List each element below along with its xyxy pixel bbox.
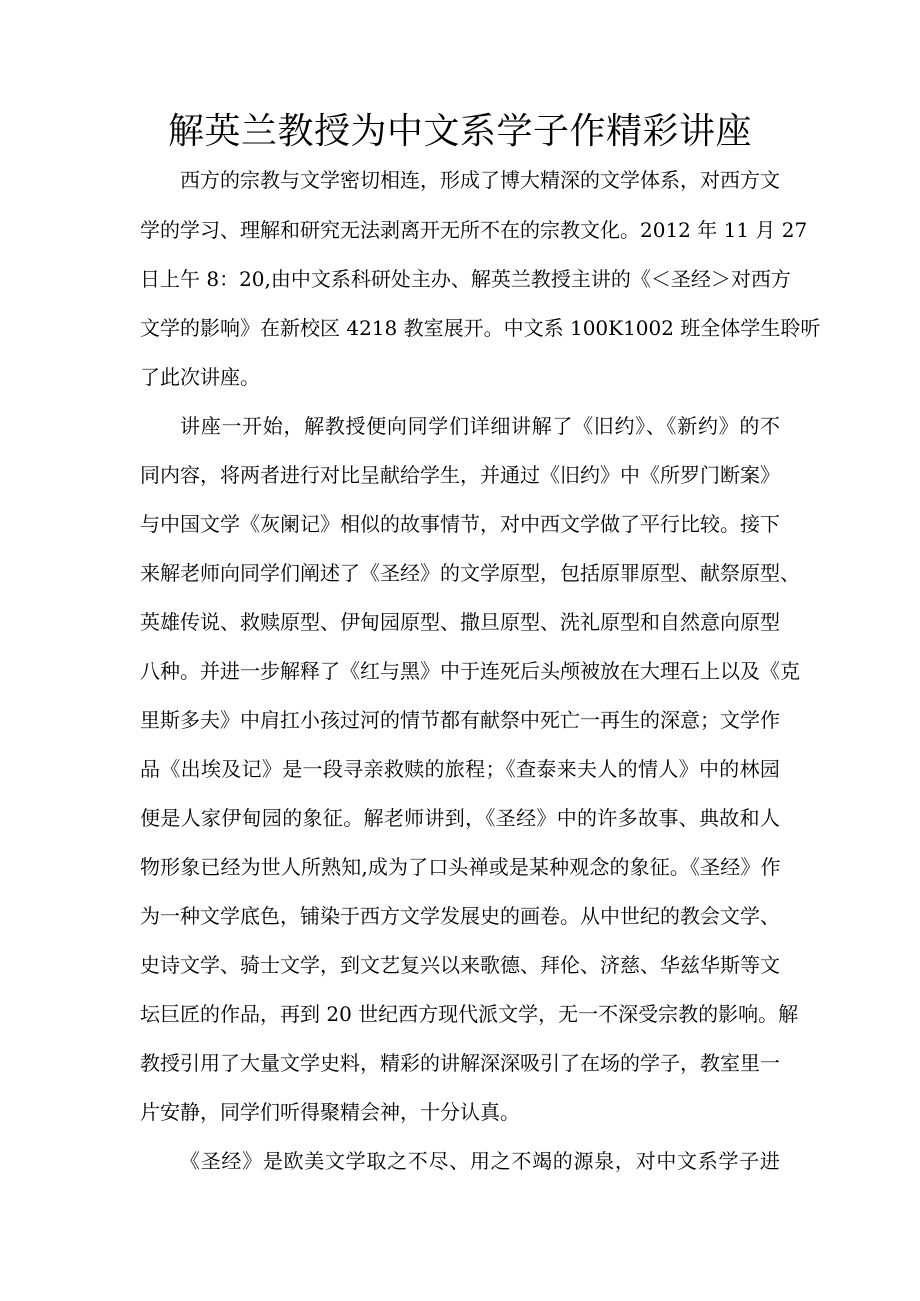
- paragraph-2-line-2: 同内容，将两者进行对比呈献给学生，并通过《旧约》中《所罗门断案》: [140, 463, 780, 487]
- paragraph-2-line-5: 英雄传说、救赎原型、伊甸园原型、撒旦原型、洗礼原型和自然意向原型: [140, 610, 780, 634]
- paragraph-1-line-3: 日上午 8：20,由中文系科研处主办、解英兰教授主讲的《＜圣经＞对西方: [140, 267, 791, 291]
- paragraph-2-line-12: 史诗文学、骑士文学，到文艺复兴以来歌德、拜伦、济慈、华兹华斯等文: [140, 953, 780, 977]
- paragraph-2-line-3: 与中国文学《灰阑记》相似的故事情节，对中西文学做了平行比较。接下: [140, 512, 780, 536]
- paragraph-2-line-7: 里斯多夫》中肩扛小孩过河的情节都有献祭中死亡一再生的深意；文学作: [140, 708, 780, 732]
- paragraph-3-line-1: 《圣经》是欧美文学取之不尽、用之不竭的源泉，对中文系学子进: [180, 1149, 781, 1173]
- paragraph-2-line-1: 讲座一开始，解教授便向同学们详细讲解了《旧约》、《新约》的不: [180, 414, 781, 438]
- paragraph-2-line-4: 来解老师向同学们阐述了《圣经》的文学原型，包括原罪原型、献祭原型、: [140, 561, 800, 585]
- paragraph-2-line-14: 教授引用了大量文学史料，精彩的讲解深深吸引了在场的学子，教室里一: [140, 1051, 780, 1075]
- paragraph-1-line-2: 学的学习、理解和研究无法剥离开无所不在的宗教文化。2012 年 11 月 27: [140, 218, 808, 242]
- paragraph-2-line-8: 品《出埃及记》是一段寻亲救赎的旅程；《查泰来夫人的情人》中的林园: [140, 757, 781, 781]
- paragraph-1-line-1: 西方的宗教与文学密切相连，形成了博大精深的文学体系，对西方文: [180, 168, 780, 192]
- paragraph-2-line-6: 八种。并进一步解释了《红与黑》中于连死后头颅被放在大理石上以及《克: [140, 659, 800, 683]
- paragraph-2-line-11: 为一种文学底色，铺染于西方文学发展史的画卷。从中世纪的教会文学、: [140, 904, 780, 928]
- paragraph-2-line-15: 片安静，同学们听得聚精会神，十分认真。: [140, 1100, 520, 1124]
- paragraph-2-line-10: 物形象已经为世人所熟知,成为了口头禅或是某种观念的象征。《圣经》作: [140, 855, 781, 879]
- paragraph-1-line-5: 了此次讲座。: [140, 365, 260, 389]
- paragraph-2-line-9: 便是人家伊甸园的象征。解老师讲到，《圣经》中的许多故事、典故和人: [140, 806, 781, 830]
- paragraph-2-line-13: 坛巨匠的作品，再到 20 世纪西方现代派文学，无一不深受宗教的影响。解: [140, 1002, 799, 1026]
- article-title: 解英兰教授为中文系学子作精彩讲座: [167, 111, 752, 152]
- paragraph-1-line-4: 文学的影响》在新校区 4218 教室展开。中文系 100K1002 班全体学生聆听: [140, 316, 821, 340]
